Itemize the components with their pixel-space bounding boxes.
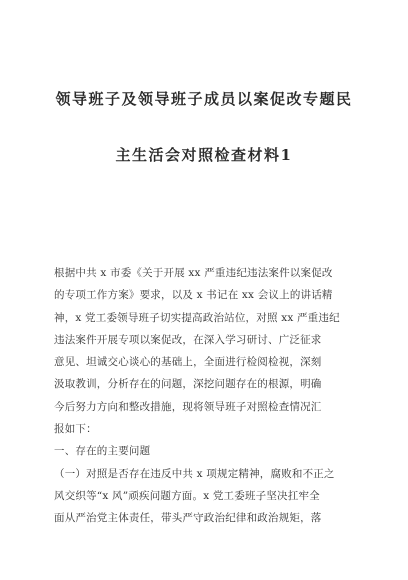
body-line: 违法案件开展专项以案促改，在深入学习研讨、广泛征求 bbox=[54, 333, 322, 346]
body-line: 神，x 党工委领导班子切实提高政治站位，对照 xx 严重违纪 bbox=[54, 311, 340, 324]
body-line: 汲取教训，分析存在的问题，深挖问题存在的根源，明确 bbox=[54, 378, 322, 391]
subsection-heading: （一）对照是否存在违反中共 x 项规定精神，腐败和不正之 bbox=[54, 467, 335, 480]
document-title-line-2: 主生活会对照检查材料1 bbox=[115, 146, 293, 164]
document-body bbox=[54, 262, 358, 530]
body-line: 的专项工作方案》要求，以及 x 书记在 xx 会议上的讲话精 bbox=[54, 289, 333, 302]
body-line: 意见、坦诚交心谈心的基础上，全面进行检阅检视，深刻 bbox=[54, 356, 322, 369]
body-line: 今后努力方向和整改措施，现将领导班子对照检查情况汇 bbox=[54, 400, 322, 413]
section-heading: 一、存在的主要问题 bbox=[54, 445, 151, 458]
body-line: 风交织等“x 风”顽疾问题方面。x 党工委班子坚决扛牢全 bbox=[54, 489, 320, 502]
body-line: 根据中共 x 市委《关于开展 xx 严重违纪违法案件以案促改 bbox=[54, 267, 333, 279]
body-line: 面从严治党主体责任，带头严守政治纪律和政治规矩，落 bbox=[54, 512, 322, 525]
body-line: 报如下： bbox=[54, 423, 97, 436]
document-title-line-1: 领导班子及领导班子成员以案促改专题民 bbox=[55, 90, 353, 108]
